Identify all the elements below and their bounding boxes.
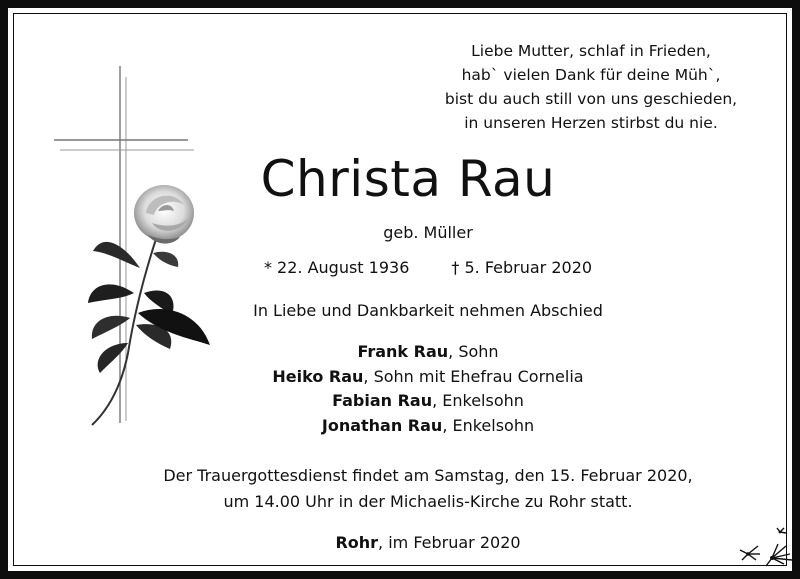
place-date: , im Februar 2020 (378, 533, 521, 552)
death-date: † 5. Februar 2020 (451, 258, 593, 277)
birth-date: * 22. August 1936 (263, 258, 410, 277)
poem-line: in unseren Herzen stirbst du nie. (464, 114, 718, 132)
mourner-item (158, 340, 698, 365)
birth-name: geb. Müller (383, 223, 473, 242)
mourner-name: Jonathan Rau (321, 415, 443, 435)
mourner-name: Fabian Rau (332, 391, 433, 410)
mourner-relation: , Sohn mit Ehefrau Cornelia (363, 366, 584, 386)
mourners-list (158, 340, 698, 438)
mourner-item (158, 365, 698, 390)
poem-line: bist du auch still von uns geschieden, (444, 90, 738, 108)
mourner-item (158, 414, 698, 439)
service-info (108, 463, 748, 515)
poem (426, 39, 756, 135)
floral-ornament-icon (736, 524, 796, 569)
deceased-name: Christa Rau (260, 150, 556, 208)
place-town: Rohr (335, 533, 379, 552)
mourner-relation: , Enkelsohn (432, 391, 524, 410)
life-dates (158, 257, 698, 279)
mourner-relation: , Sohn (448, 342, 499, 361)
poem-line: hab` vielen Dank für deine Müh`, (461, 66, 721, 84)
place-and-date (158, 532, 698, 554)
mourner-relation: , Enkelsohn (442, 415, 535, 435)
service-line: Der Trauergottesdienst findet am Samstag, den 15. Februar 2020, (163, 466, 693, 485)
mourner-name: Heiko Rau (272, 366, 364, 386)
service-line: um 14.00 Uhr in der Michaelis-Kirche zu Rohr statt. (223, 492, 633, 511)
mourner-item (158, 389, 698, 414)
farewell-intro: In Liebe und Dankbarkeit nehmen Abschied (253, 301, 603, 320)
poem-line: Liebe Mutter, schlaf in Frieden, (471, 42, 711, 60)
mourner-name: Frank Rau (357, 342, 449, 361)
